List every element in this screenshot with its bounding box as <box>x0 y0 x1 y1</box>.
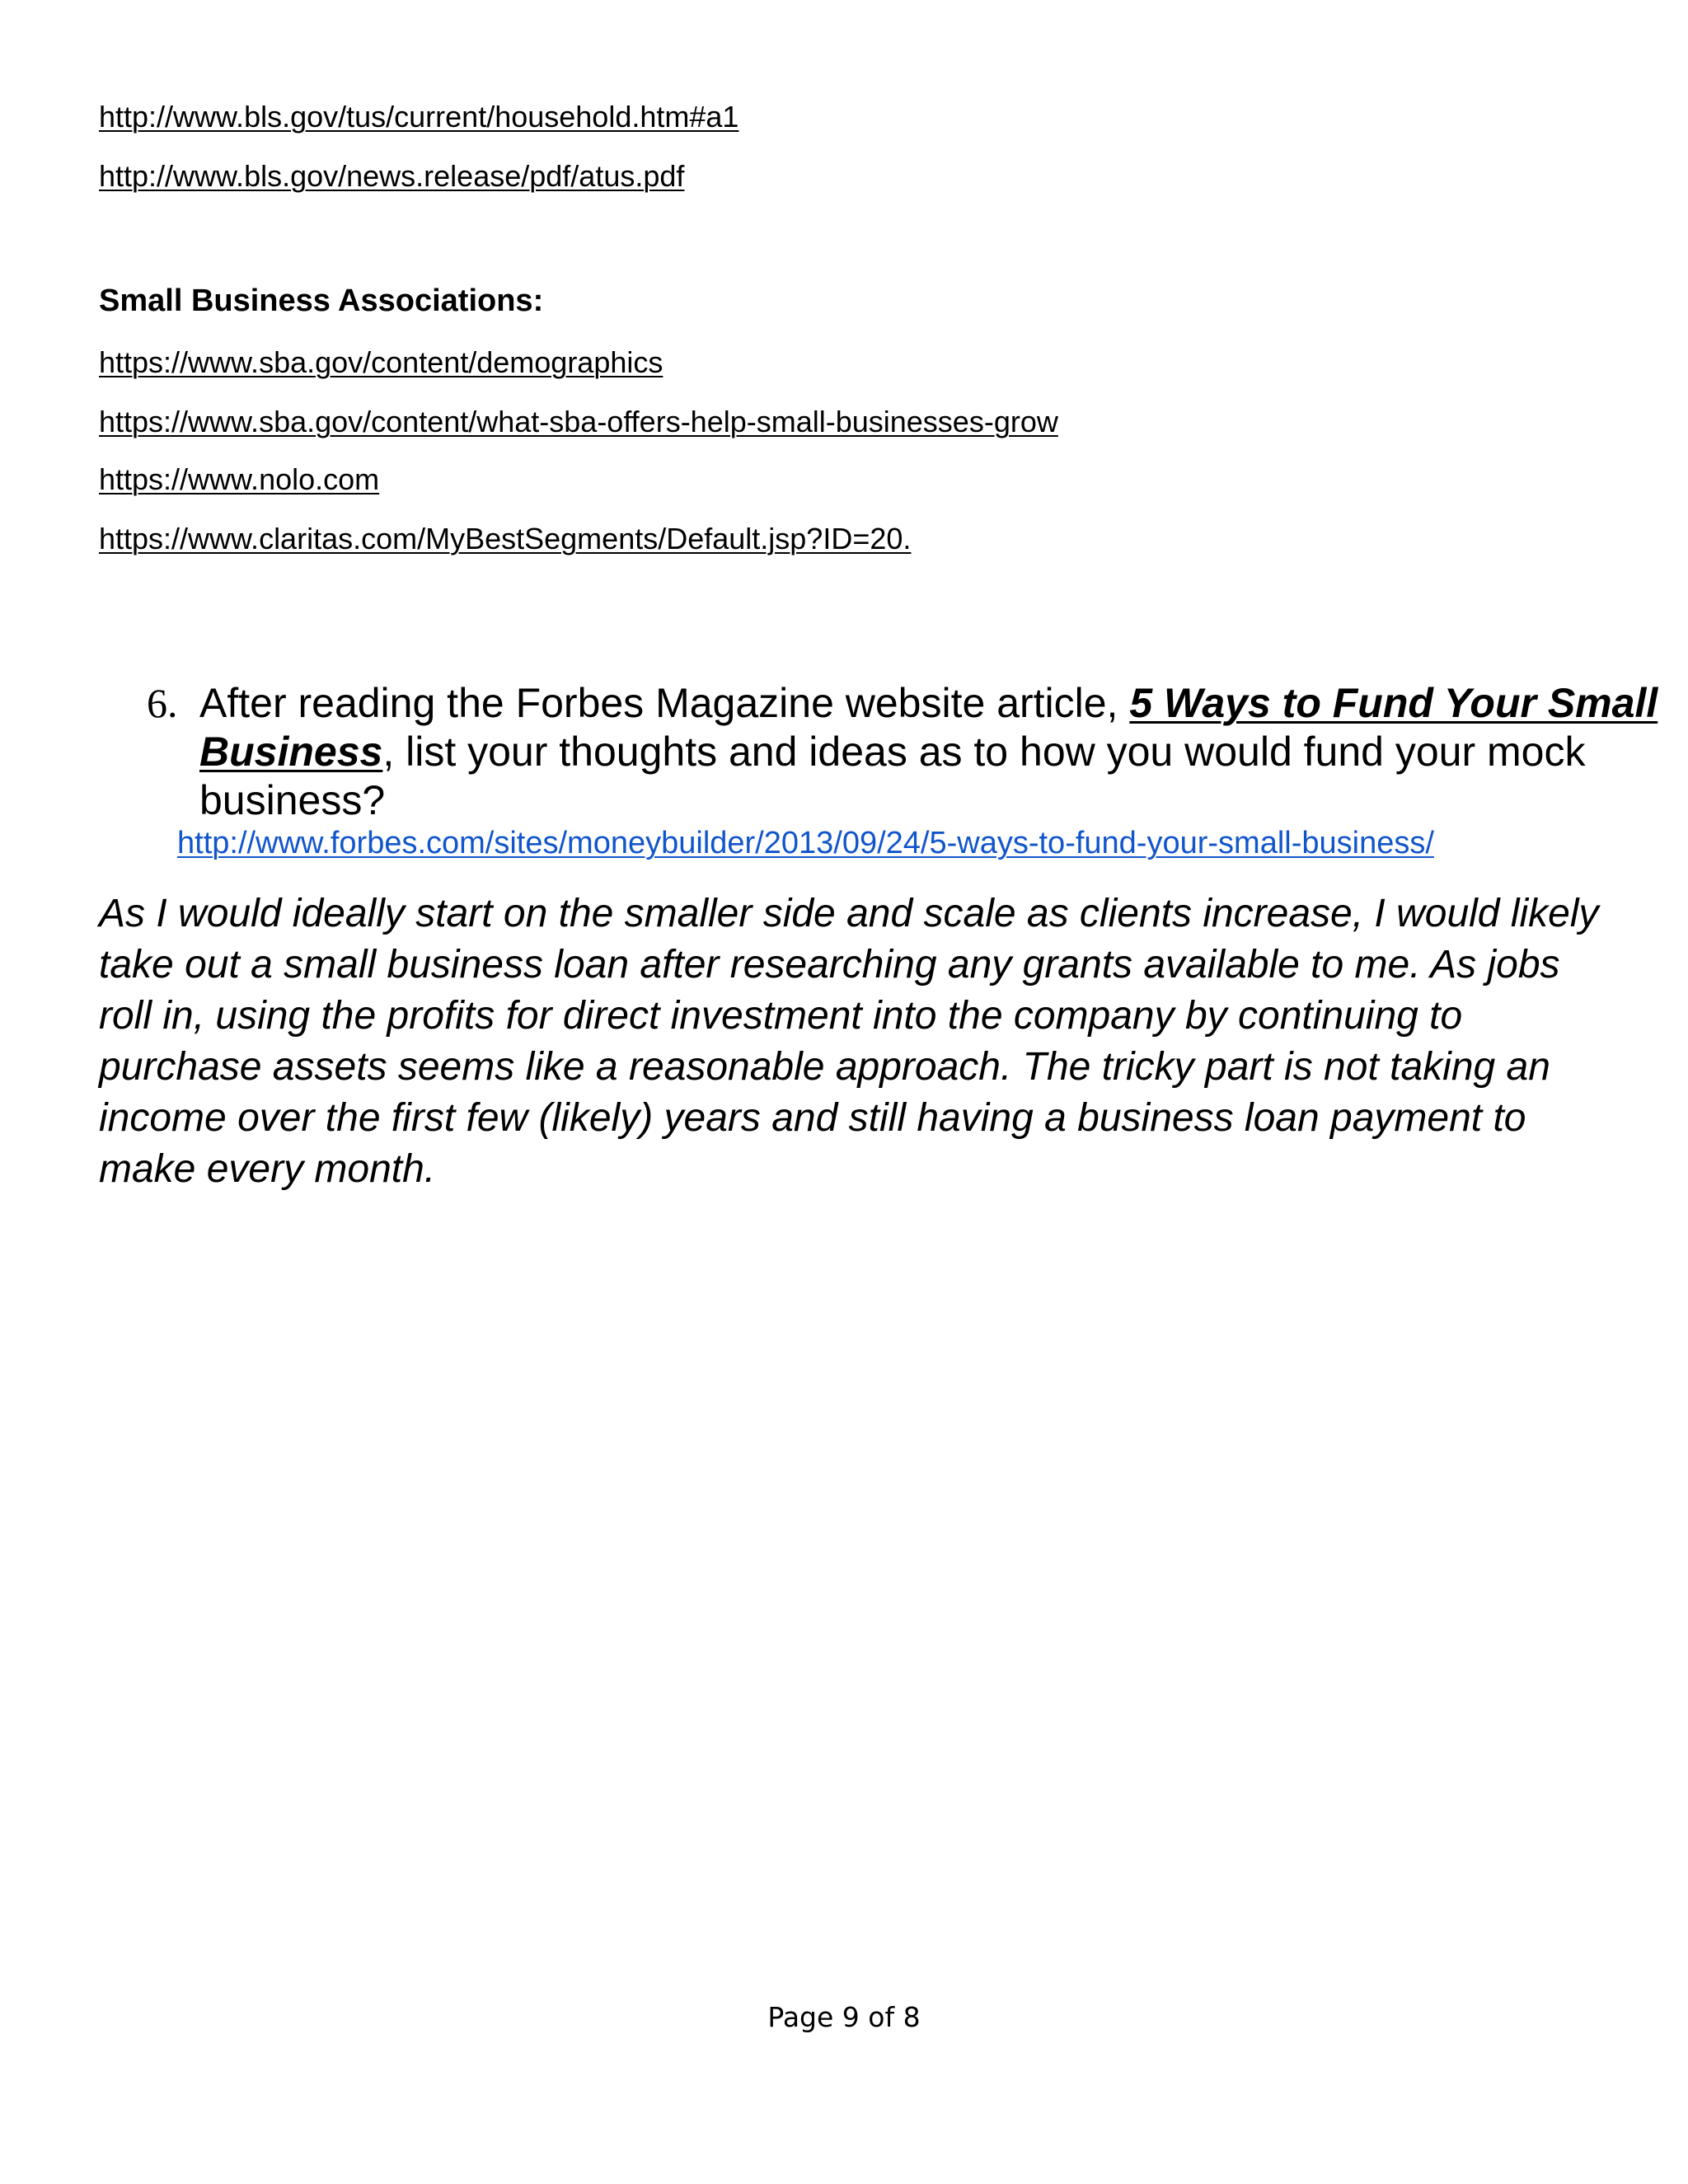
question-prefix: After reading the Forbes Magazine website article, <box>199 680 1130 726</box>
bls-household-link[interactable]: http://www.bls.gov/tus/current/household.htm#a1 <box>99 100 739 134</box>
article-title: 5 Ways to Fund Your Small Business <box>199 680 1658 775</box>
question-number: 6. <box>147 680 178 726</box>
sba-demographics-link[interactable]: https://www.sba.gov/content/demographics <box>99 345 663 379</box>
question-6 <box>147 679 1658 825</box>
bls-atus-link[interactable]: http://www.bls.gov/news.release/pdf/atus.pdf <box>99 159 685 193</box>
answer-paragraph: As I would ideally start on the smaller side and scale as clients increase, I would likely take out a small business loan after researching any grants available to me. As jobs roll in, using the profits for direct investment into the company by continuing to purchase assets seems like a reasonable approach. The tricky part is not taking an income over the first few (likely) years and still having a business loan payment to make every month. <box>99 892 1599 1191</box>
question-suffix: , list your thoughts and ideas as to how you would fund your mock business? <box>199 729 1586 823</box>
sba-offers-link[interactable]: https://www.sba.gov/content/what-sba-offers-help-small-businesses-grow <box>99 405 1058 438</box>
nolo-link[interactable]: https://www.nolo.com <box>99 462 380 496</box>
forbes-article-link[interactable]: http://www.forbes.com/sites/moneybuilder/2013/09/24/5-ways-to-fund-your-small-business/ <box>177 826 1434 860</box>
small-business-heading: Small Business Associations: <box>99 284 544 318</box>
question-text <box>199 679 1688 825</box>
claritas-link[interactable]: https://www.claritas.com/MyBestSegments/Default.jsp?ID=20. <box>99 522 912 555</box>
page-number-footer: Page 9 of 8 <box>767 2001 921 2033</box>
